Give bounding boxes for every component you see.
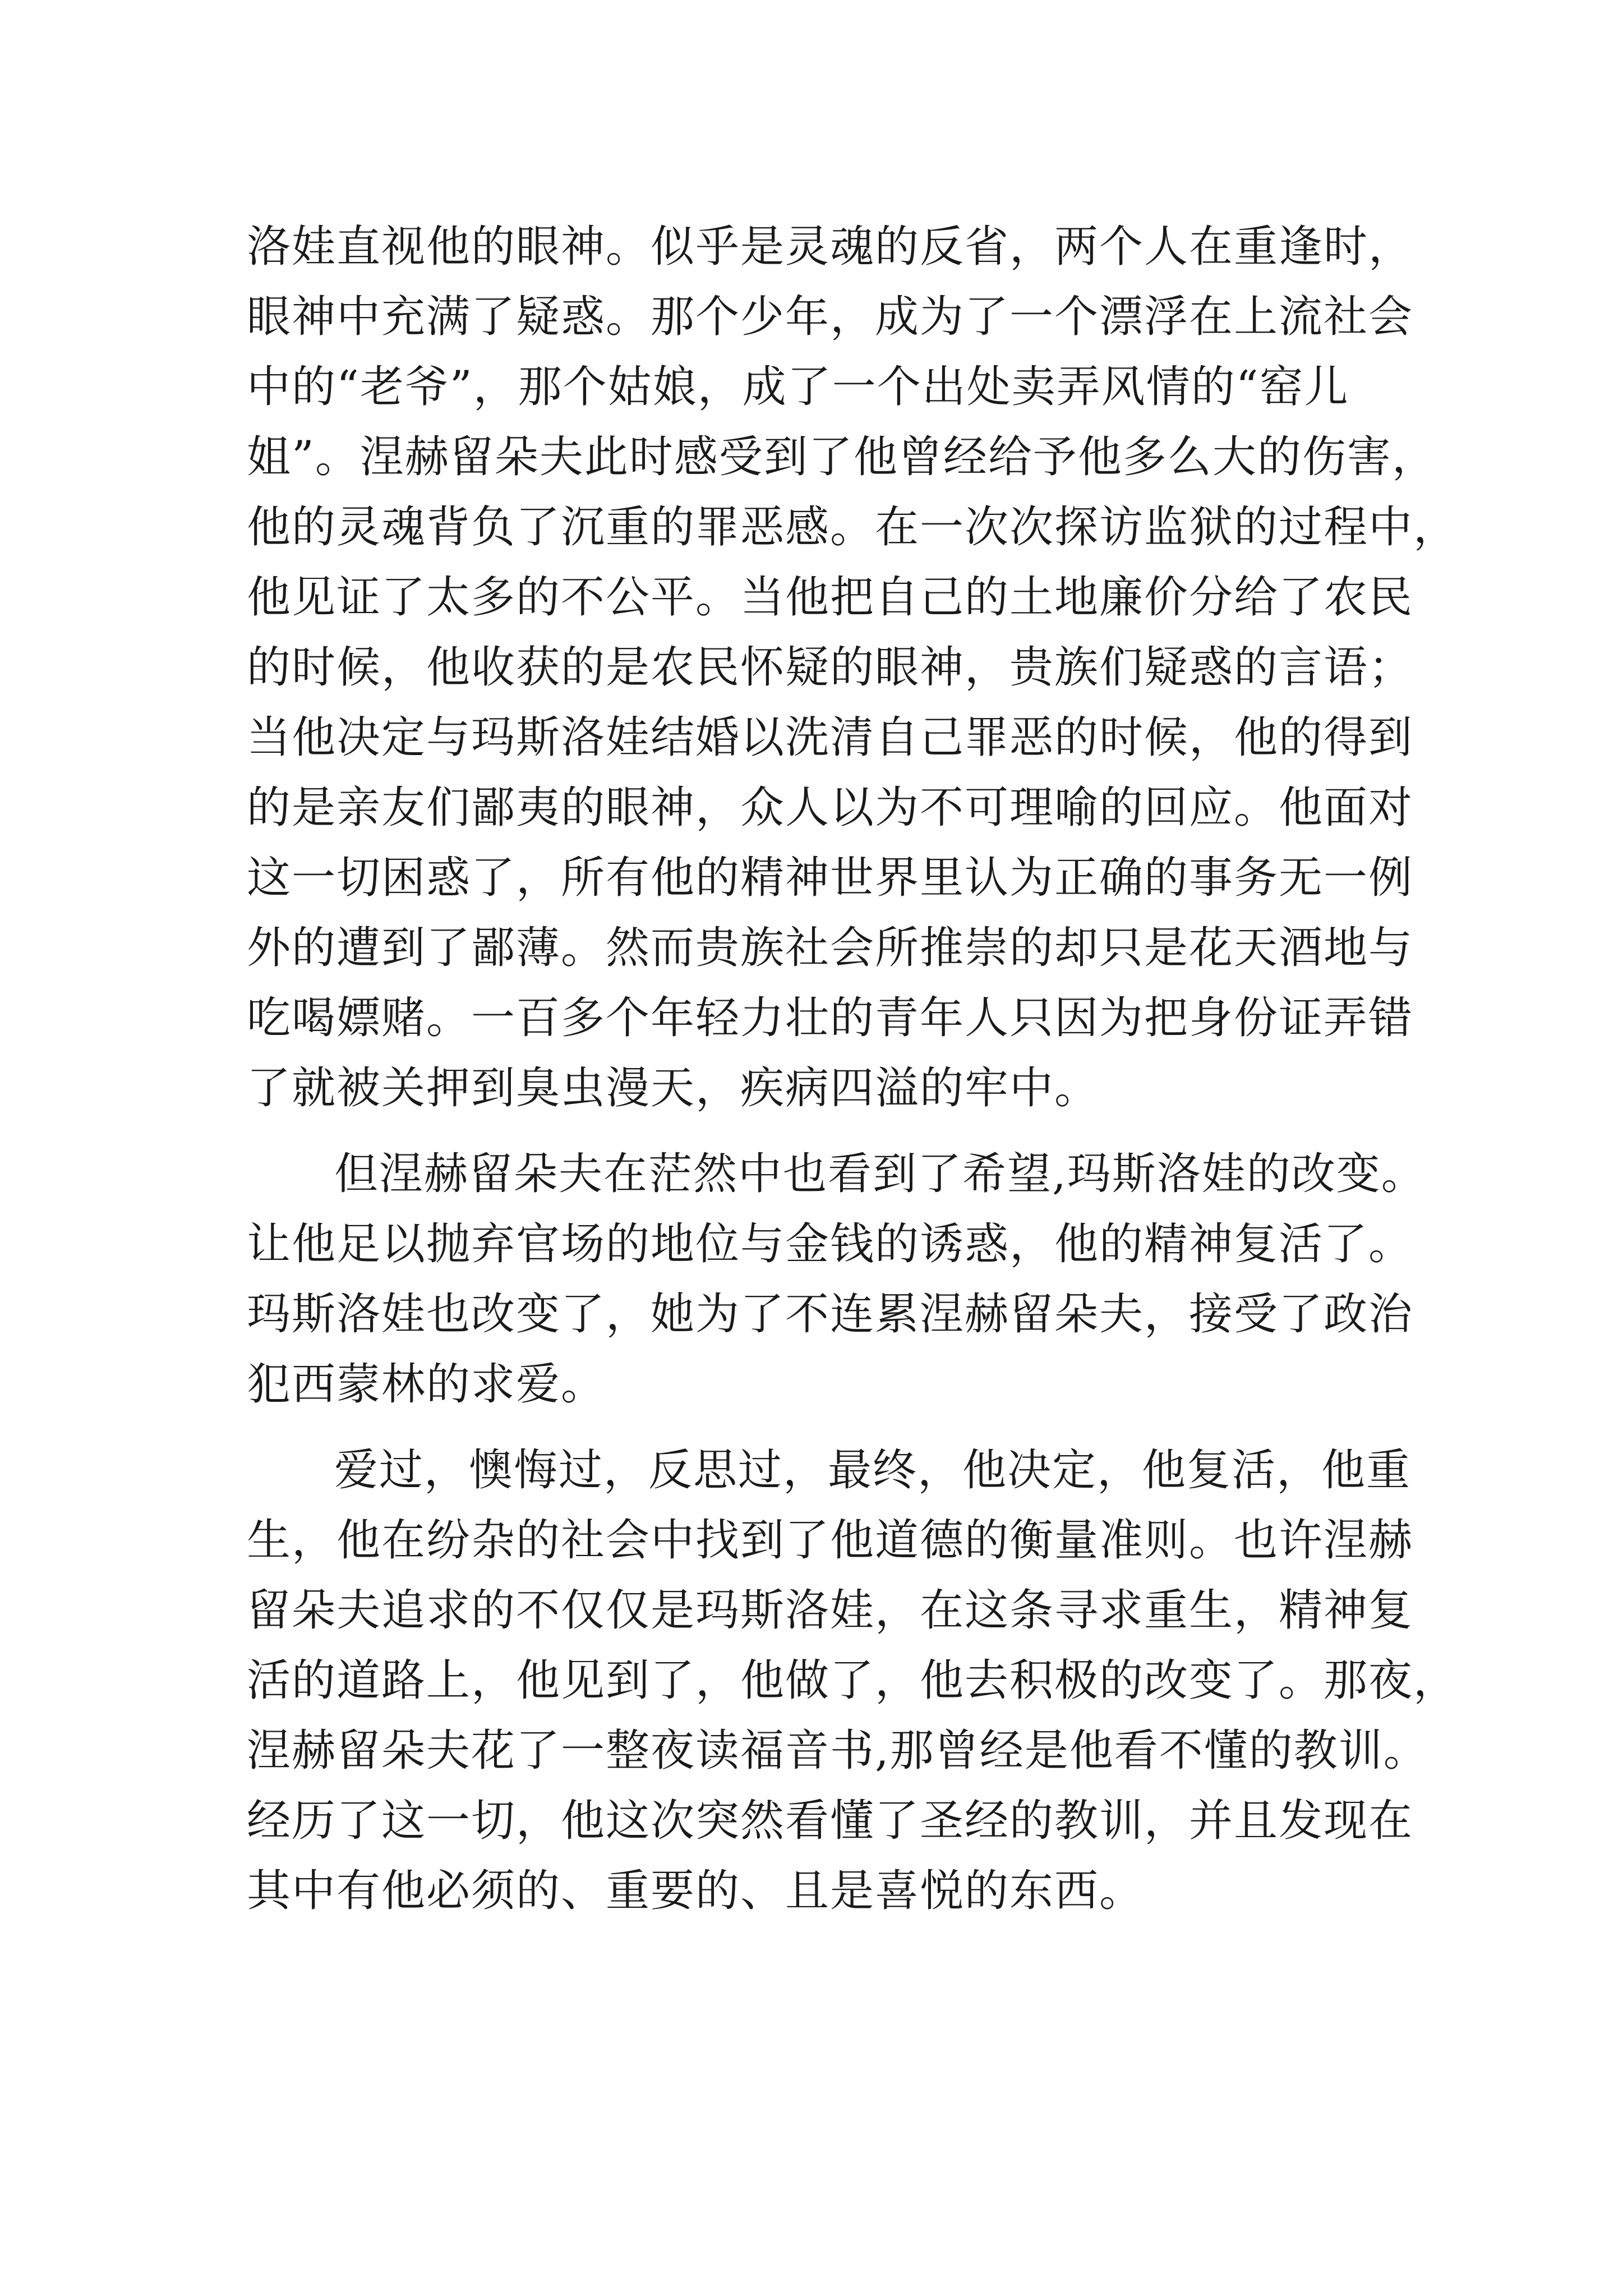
text-line: 犯西蒙林的求爱。	[247, 1359, 606, 1410]
text-line: 他见证了太多的不公平。当他把自己的土地廉价分给了农民	[247, 572, 1414, 623]
text-line: 其中有他必须的、重要的、且是喜悦的东西。	[247, 1866, 1145, 1916]
text-line: 姐”。涅赫留朵夫此时感受到了他曾经给予他多么大的伤害，	[247, 432, 1437, 482]
text-line: 活的道路上，他见到了，他做了，他去积极的改变了。那夜，	[247, 1655, 1459, 1706]
text-line: 洛娃直视他的眼神。似乎是灵魂的反省，两个人在重逢时，	[247, 222, 1414, 272]
text-line: 外的遭到了鄙薄。然而贵族社会所推崇的却只是花天酒地与	[247, 923, 1414, 973]
text-line: 经历了这一切，他这次突然看懂了圣经的教训，并且发现在	[247, 1796, 1414, 1846]
text-line: 中的“老爷”，那个姑娘，成了一个出处卖弄风情的“窑儿	[247, 362, 1349, 412]
text-line: 涅赫留朵夫花了一整夜读福音书,那曾经是他看不懂的教训。	[247, 1726, 1428, 1776]
text-line: 玛斯洛娃也改变了，她为了不连累涅赫留朵夫，接受了政治	[247, 1289, 1414, 1340]
text-line: 的时候，他收获的是农民怀疑的眼神，贵族们疑惑的言语；	[247, 642, 1414, 693]
paragraph-gap	[247, 1420, 1391, 1435]
body-text	[247, 212, 1459, 1926]
text-line: 让他足以抛弃官场的地位与金钱的诱惑，他的精神复活了。	[247, 1219, 1414, 1269]
text-line: 眼神中充满了疑惑。那个少年，成为了一个漂浮在上流社会	[247, 292, 1414, 342]
text-line: 生，他在纷杂的社会中找到了他道德的衡量准则。也许涅赫	[247, 1515, 1414, 1566]
paragraph-gap	[247, 1124, 1391, 1139]
text-line: 了就被关押到臭虫漫天，疾病四溢的牢中。	[247, 1063, 1100, 1114]
text-line: 但涅赫留朵夫在茫然中也看到了希望,玛斯洛娃的改变。	[334, 1149, 1426, 1199]
text-line: 爱过，懊悔过，反思过，最终，他决定，他复活，他重	[334, 1445, 1412, 1496]
text-line: 的是亲友们鄙夷的眼神，众人以为不可理喻的回应。他面对	[247, 783, 1414, 833]
text-line: 留朵夫追求的不仅仅是玛斯洛娃，在这条寻求重生，精神复	[247, 1585, 1414, 1636]
text-line: 当他决定与玛斯洛娃结婚以洗清自己罪恶的时候，他的得到	[247, 712, 1414, 763]
text-line: 这一切困惑了，所有他的精神世界里认为正确的事务无一例	[247, 853, 1414, 903]
text-line: 他的灵魂背负了沉重的罪恶感。在一次次探访监狱的过程中，	[247, 502, 1459, 553]
text-line: 吃喝嫖赌。一百多个年轻力壮的青年人只因为把身份证弄错	[247, 993, 1414, 1043]
